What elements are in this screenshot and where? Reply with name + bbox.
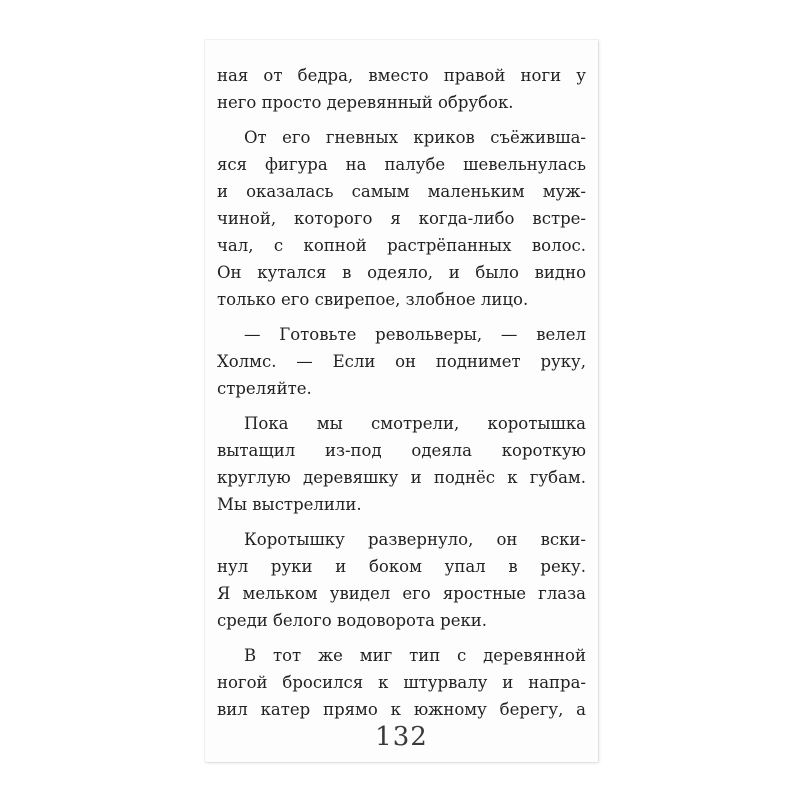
text-line: вил катер прямо к южному берегу, а: [217, 700, 586, 719]
paragraph-3: [217, 321, 586, 402]
paragraph-5: [217, 526, 586, 634]
text-line: чал, с копной растрёпанных волос.: [217, 236, 586, 255]
text-line: него просто деревянный обрубок.: [217, 93, 514, 112]
text-line: вытащил из-под одеяла короткую: [217, 441, 586, 460]
text-line: От его гневных криков съёжившa-: [244, 128, 586, 147]
text-line: ная от бедра, вместо правой ноги у: [217, 66, 586, 85]
text-line: только его свирепое, злобное лицо.: [217, 290, 529, 309]
book-page: [205, 40, 598, 762]
paragraph-2: [217, 124, 586, 313]
text-line: круглую деревяшку и поднёс к губам.: [217, 468, 586, 487]
text-line: Мы выстрелили.: [217, 495, 362, 514]
text-line: Пока мы смотрели, коротышка: [244, 414, 586, 433]
text-line: Я мельком увидел его яростные глаза: [217, 584, 586, 603]
text-line: Холмс. — Если он поднимет руку,: [217, 352, 586, 371]
text-line: яся фигура на палубе шевельнулась: [217, 155, 586, 174]
text-line: нул руки и боком упал в реку.: [217, 557, 586, 576]
paragraph-6: [217, 642, 586, 723]
text-line: — Готовьте револьверы, — велел: [244, 325, 586, 344]
paragraph-1: [217, 62, 586, 116]
text-line: В тот же миг тип с деревянной: [244, 646, 586, 665]
text-block: [217, 62, 586, 731]
text-line: и оказалась самым маленьким муж-: [217, 182, 586, 201]
text-line: ногой бросился к штурвалу и напра-: [217, 673, 586, 692]
text-line: Коротышку развернуло, он вски-: [244, 530, 586, 549]
page-number: 132: [375, 722, 428, 752]
text-line: Он кутался в одеяло, и было видно: [217, 263, 586, 282]
text-line: среди белого водоворота реки.: [217, 611, 488, 630]
paragraph-4: [217, 410, 586, 518]
text-line: чиной, которого я когда-либо встре-: [217, 209, 586, 228]
text-line: стреляйте.: [217, 379, 312, 398]
